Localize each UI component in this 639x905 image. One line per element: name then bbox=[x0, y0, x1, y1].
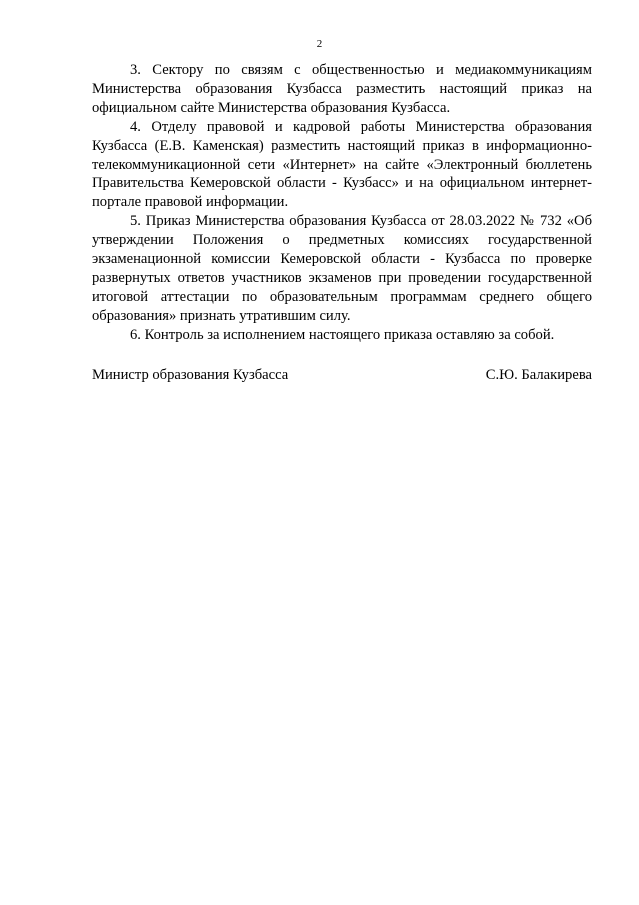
paragraph-6: 6. Контроль за исполнением настоящего приказа оставляю за собой. bbox=[130, 326, 555, 343]
signatory-position: Министр образования Кузбасса bbox=[92, 367, 289, 383]
paragraph-5: 5. Приказ Министерства образования Кузбасса от 28.03.2022 № 732 «Об утверждении Положения о предметных комиссиях государственной экзаменационной комиссии Кемеровской области - Кузбасса по проверке развернутых ответов участников экзаменов при проведении государственной итоговой аттестации по образовательным программам среднего общего образования» признать утратившим силу. bbox=[92, 213, 592, 324]
signatory-name: С.Ю. Балакирева bbox=[485, 367, 592, 383]
page-number: 2 bbox=[316, 38, 323, 50]
paragraph-3: 3. Сектору по связям с общественностью и медиакоммуникациям Министерства образования Кузбасса разместить настоящий приказ на официальном сайте Министерства образования Кузбасса. bbox=[92, 62, 592, 116]
paragraph-4: 4. Отделу правовой и кадровой работы Министерства образования Кузбасса (Е.В. Каменская) разместить настоящий приказ в информационно-телекоммуникационной сети «Интернет» на сайте «Электронный бюллетень Правительства Кемеровской области - Кузбасс» и на официальном интернет-портале правовой информации. bbox=[92, 118, 592, 211]
signature-block bbox=[92, 366, 592, 386]
document-body bbox=[92, 61, 592, 345]
